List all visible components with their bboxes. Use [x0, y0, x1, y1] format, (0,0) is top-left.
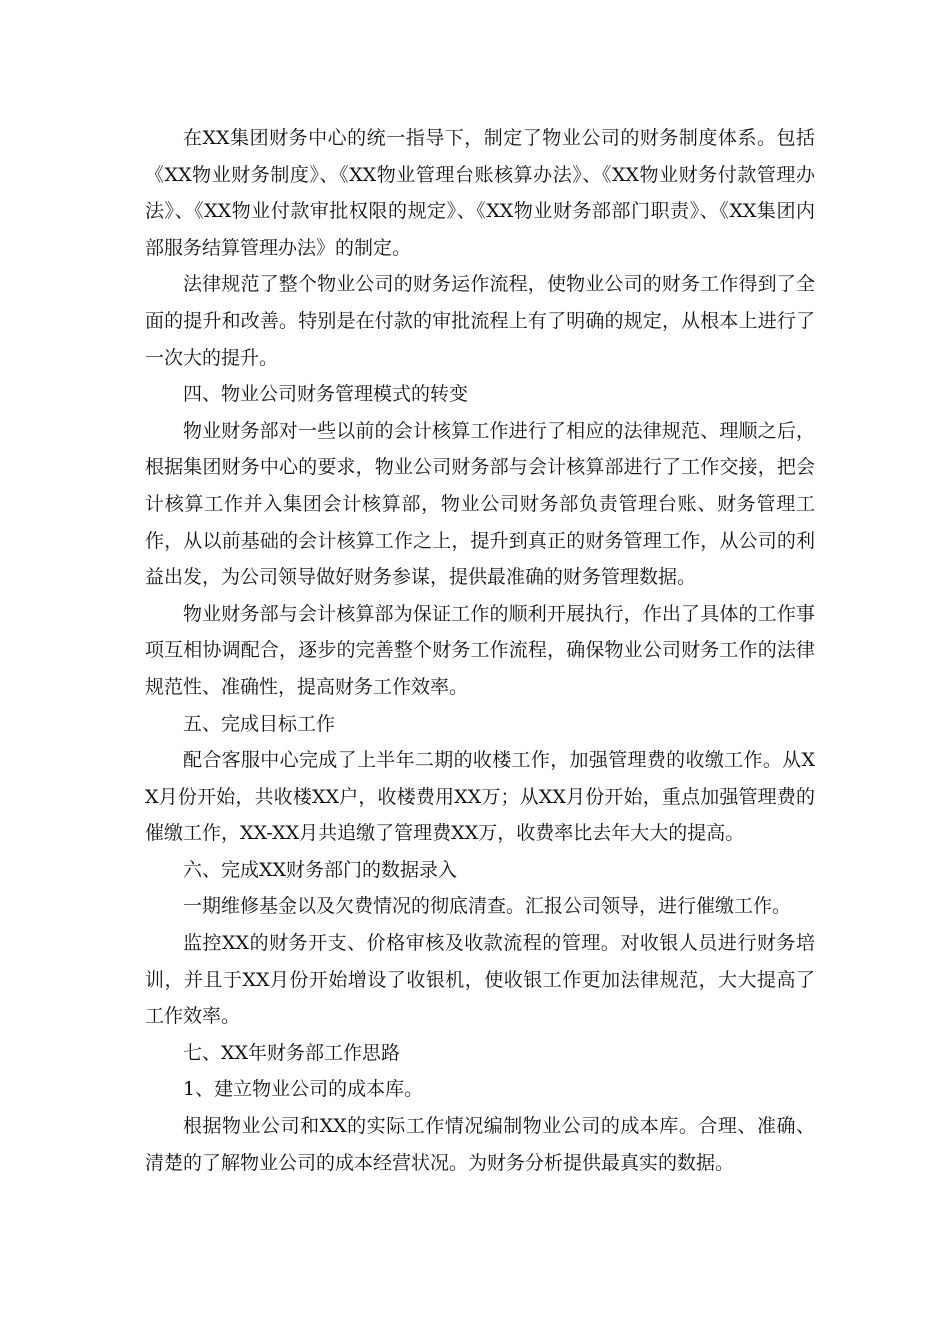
paragraph-financial-system: 在XX集团财务中心的统一指导下，制定了物业公司的财务制度体系。包括《XX物业财务制度》、《XX物业管理台账核算办法》、《XX物业财务付款管理办法》、《XX物业付款审批权限的规定》、《XX物业财务部部门职责》、《XX集团内部服务结算管理办法》的制定。 — [145, 127, 815, 259]
section-heading-4: 四、物业公司财务管理模式的转变 — [183, 383, 469, 406]
paragraph-management-transition: 物业财务部对一些以前的会计核算工作进行了相应的法律规范、理顺之后，根据集团财务中心的要求，物业公司财务部与会计核算部进行了工作交接，把会计核算工作并入集团会计核算部，物业公司财务部负责管理台账、财务管理工作，从以前基础的会计核算工作之上，提升到真正的财务管理工作，从公司的利益出发，为公司领导做好财务参谋，提供最准确的财务管理数据。 — [145, 419, 815, 589]
document-body — [145, 120, 815, 1181]
subsection-heading-1: 1、建立物业公司的成本库。 — [183, 1078, 424, 1101]
section-heading-6: 六、完成XX财务部门的数据录入 — [183, 858, 458, 881]
paragraph-collection-work: 配合客服中心完成了上半年二期的收楼工作，加强管理费的收缴工作。从XX月份开始，共收楼XX户，收楼费用XX万；从XX月份开始，重点加强管理费的催缴工作，XX-XX月共追缴了管理费XX万，收费率比去年大大的提高。 — [145, 749, 815, 845]
section-heading-5: 五、完成目标工作 — [183, 712, 336, 735]
paragraph-cost-library: 根据物业公司和XX的实际工作情况编制物业公司的成本库。合理、准确、清楚的了解物业公司的成本经营状况。为财务分析提供最真实的数据。 — [145, 1115, 815, 1174]
paragraph-cashier-monitoring: 监控XX的财务开支、价格审核及收款流程的管理。对收银人员进行财务培训，并且于XX月份开始增设了收银机，使收银工作更加法律规范，大大提高了工作效率。 — [145, 932, 815, 1028]
section-heading-7: 七、XX年财务部工作思路 — [183, 1041, 401, 1064]
paragraph-coordination: 物业财务部与会计核算部为保证工作的顺利开展执行，作出了具体的工作事项互相协调配合，逐步的完善整个财务工作流程，确保物业公司财务工作的法律规范性、准确性，提高财务工作效率。 — [145, 602, 815, 698]
paragraph-maintenance-fund: 一期维修基金以及欠费情况的彻底清查。汇报公司领导，进行催缴工作。 — [183, 895, 792, 918]
paragraph-process-standardization: 法律规范了整个物业公司的财务运作流程，使物业公司的财务工作得到了全面的提升和改善。特别是在付款的审批流程上有了明确的规定，从根本上进行了一次大的提升。 — [145, 273, 815, 369]
